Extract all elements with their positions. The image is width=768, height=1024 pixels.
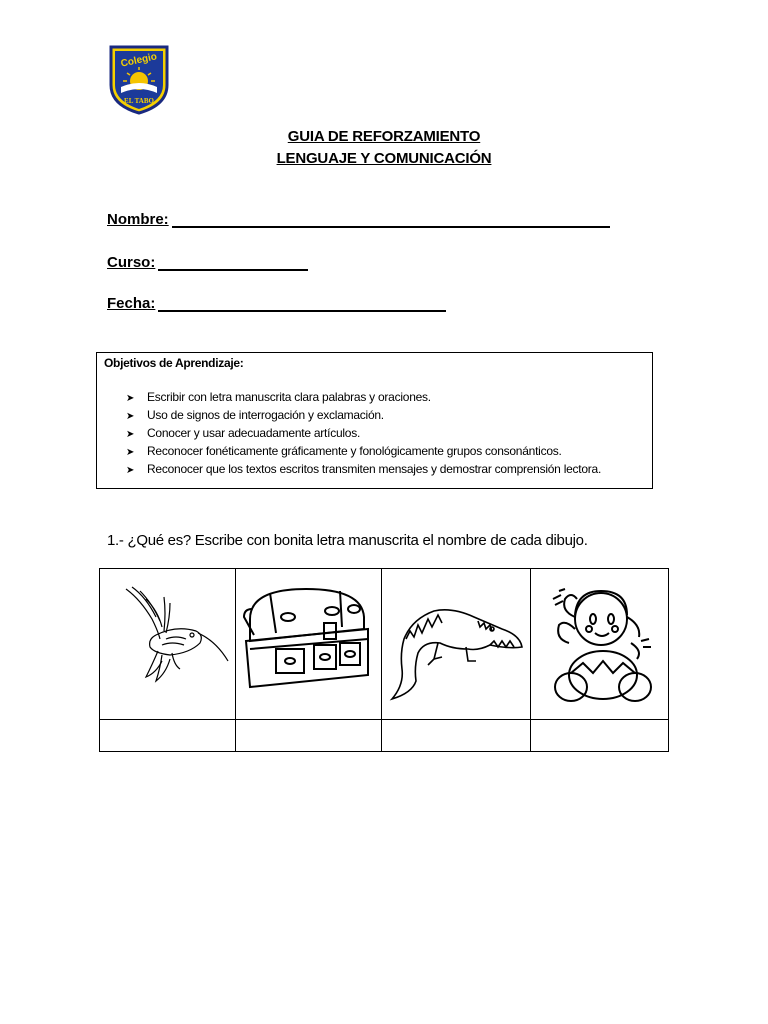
list-item: ➤ Reconocer que los textos escritos transmiten mensajes y demostrar comprensión lectora.	[126, 460, 601, 478]
nombre-line[interactable]	[172, 212, 610, 228]
arrow-bullet-icon: ➤	[126, 393, 135, 404]
svg-text:EL TABO: EL TABO	[124, 97, 154, 105]
curso-field[interactable]	[107, 254, 308, 271]
crocodile-icon	[382, 569, 530, 719]
svg-text:Colegio: Colegio	[119, 51, 158, 70]
list-item: ➤ Reconocer fonéticamente gráficamente y fonológicamente grupos consonánticos.	[126, 442, 601, 460]
picture-table	[99, 568, 669, 752]
picture-cell	[531, 569, 669, 720]
answer-cell[interactable]	[100, 720, 236, 752]
picture-cell	[382, 569, 531, 720]
answer-cell[interactable]	[382, 720, 531, 752]
fecha-label: Fecha:	[107, 295, 156, 312]
picture-cell	[236, 569, 382, 720]
curso-label: Curso:	[107, 254, 156, 271]
answer-cell[interactable]	[236, 720, 382, 752]
fecha-line[interactable]	[158, 296, 446, 312]
exercise-question: 1.- ¿Qué es? Escribe con bonita letra manuscrita el nombre de cada dibujo.	[107, 532, 588, 549]
picture-cell	[100, 569, 236, 720]
list-item: ➤ Escribir con letra manuscrita clara palabras y oraciones.	[126, 388, 601, 406]
list-item: ➤ Conocer y usar adecuadamente artículos.	[126, 424, 601, 442]
answer-cell[interactable]	[531, 720, 669, 752]
objectives-list	[126, 388, 601, 478]
document-title: GUIA DE REFORZAMIENTO	[287, 128, 481, 145]
fecha-field[interactable]	[107, 295, 446, 312]
arrow-bullet-icon: ➤	[126, 411, 135, 422]
curso-line[interactable]	[158, 255, 308, 271]
document-subtitle: LENGUAJE Y COMUNICACIÓN	[276, 150, 492, 167]
arrow-bullet-icon: ➤	[126, 429, 135, 440]
objectives-box	[96, 352, 653, 489]
doll-icon	[531, 569, 668, 719]
arrow-bullet-icon: ➤	[126, 447, 135, 458]
nombre-field[interactable]	[107, 211, 610, 228]
arrow-bullet-icon: ➤	[126, 465, 135, 476]
school-logo	[107, 43, 171, 115]
treasure-chest-icon	[236, 569, 381, 719]
nombre-label: Nombre:	[107, 211, 169, 228]
hummingbird-icon	[100, 569, 235, 719]
list-item: ➤ Uso de signos de interrogación y exclamación.	[126, 406, 601, 424]
objectives-heading: Objetivos de Aprendizaje:	[104, 356, 244, 370]
